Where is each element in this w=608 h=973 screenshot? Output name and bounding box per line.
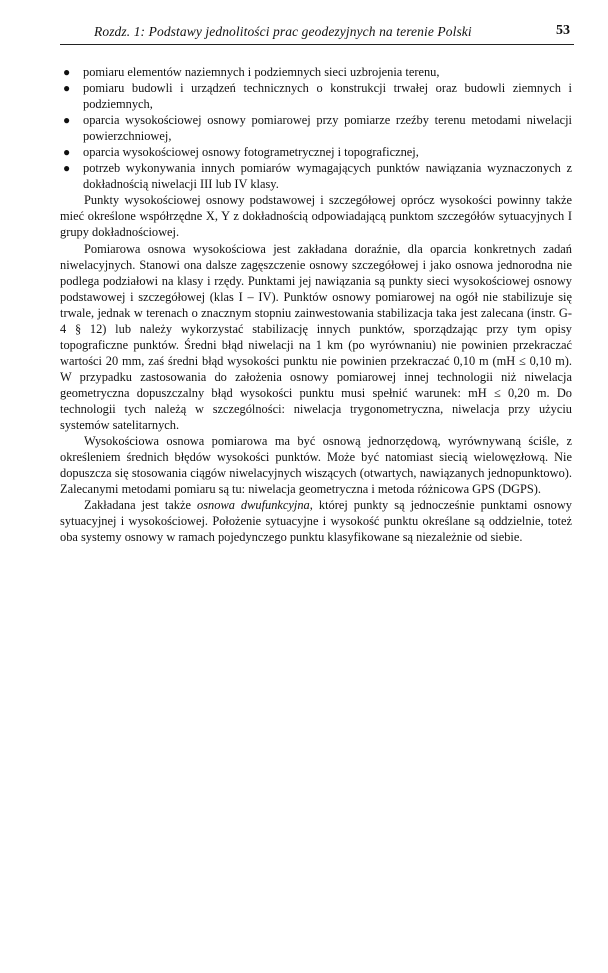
bullet-icon: ● xyxy=(63,145,71,160)
emphasis-term: osnowa dwufunkcyjna xyxy=(197,498,310,513)
bullet-icon: ● xyxy=(63,161,71,176)
list-item-text: oparcia wysokościowej osnowy fotogrametrycznej i topograficznej, xyxy=(83,145,419,160)
paragraph-text: Zakładana jest także xyxy=(84,498,198,513)
running-header xyxy=(60,22,574,45)
list-item xyxy=(60,112,572,144)
list-item xyxy=(60,64,572,80)
paragraph-single-order-network: Wysokościowa osnowa pomiarowa ma być osnową jednorzędową, wyrównywaną ściśle, z określeniem średnich błędów wysokości punktów. Może być natomiast siecią wielowęzłową. Nie dopuszcza się stosowania ciągów niwelacyjnych wiszących (otwartych, nawiązanych jednopunktowo). Zalecanymi metodami pomiaru są tu: niwelacja geometryczna i metoda różnicowa GPS (DGPS). xyxy=(60,434,572,497)
paragraph-text: , której punkty są jednocześnie punktami osnowy sytuacyjnej i wysokościowej. Położenie sytuacyjne i wysokość punktu określane są oddzielnie, toteż oba systemy osnowy w ramach pojedynczego punktu klasyfikowane są niezależnie od siebie. xyxy=(60,498,572,545)
list-item xyxy=(60,80,572,112)
list-item xyxy=(60,160,572,192)
list-item-text: pomiaru elementów naziemnych i podziemnych sieci uzbrojenia terenu, xyxy=(83,65,440,79)
bullet-icon: ● xyxy=(63,113,71,128)
paragraph-coordinates: Punkty wysokościowej osnowy podstawowej i szczegółowej oprócz wysokości powinny także mieć określone współrzędne X, Y z dokładnością odpowiadającą punktom szczegółów sytuacyjnych I grupy dokładnościowej. xyxy=(60,193,572,240)
bullet-icon: ● xyxy=(63,65,71,79)
list-item-text: pomiaru budowli i urządzeń technicznych o konstrukcji trwałej oraz budowli ziemnych i podziemnych, xyxy=(83,81,572,112)
page-body xyxy=(60,64,572,545)
bullet-icon: ● xyxy=(63,81,71,96)
list-item-text: oparcia wysokościowej osnowy pomiarowej przy pomiarze rzeźby terenu metodami niwelacji powierzchniowej, xyxy=(83,113,572,144)
list-item-text: potrzeb wykonywania innych pomiarów wymagających punktów nawiązania wyznaczonych z dokładnością niwelacji III lub IV klasy. xyxy=(83,161,572,192)
page-number: 53 xyxy=(556,23,570,38)
paragraph-measurement-network: Pomiarowa osnowa wysokościowa jest zakładana doraźnie, dla oparcia konkretnych zadań niwelacyjnych. Stanowi ona dalsze zagęszczenie osnowy szczegółowej i jako osnowa jednorodna nie podlega podziałowi na klasy i rzędy. Punktami jej nawiązania są punkty sieci wysokościowej osnowy podstawowej i szczegółowej (klas I – IV). Punktów osnowy pomiarowej na ogół nie stabilizuje się trwale, jednak w terenach o znacznym stopniu zainwestowania stabilizacja taka jest zalecana (instr. G-4 § 12) lub należy wykorzystać stabilizację innych punktów, sporządzając przy tym opisy topograficzne punktów. Średni błąd niwelacji na 1 km (po wyrównaniu) nie powinien przekraczać wartości 20 mm, zaś średni błąd wysokości punktu nie powinien przekraczać 0,10 m (mH ≤ 0,10 m). W przypadku zastosowania do założenia osnowy pomiarowej innej technologii niż niwelacja geometryczna dopuszczalny błąd wysokości punktu musi spełnić warunek: mH ≤ 0,20 m. Do technologii tych należą w szczególności: niwelacja trygonometryczna, niwelacja przy użyciu systemów satelitarnych. xyxy=(60,241,572,433)
chapter-title: Rozdz. 1: Podstawy jednolitości prac geodezyjnych na terenie Polski xyxy=(94,24,472,39)
bullet-list xyxy=(60,64,572,192)
list-item xyxy=(60,144,572,160)
paragraph-dual-function-network xyxy=(60,497,572,545)
